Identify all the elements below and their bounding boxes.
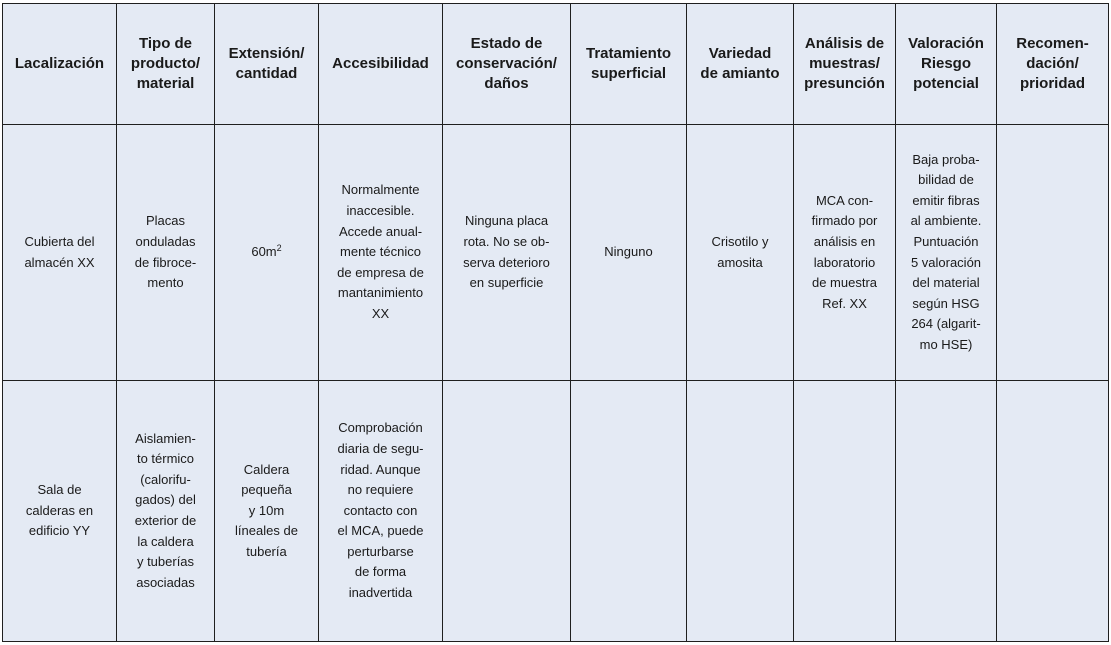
cell-location: Sala de calderas en edificio YY [3, 381, 117, 642]
header-extent: Extensión/ cantidad [215, 4, 319, 125]
asbestos-survey-table [2, 3, 1109, 642]
header-row [3, 4, 1109, 125]
cell-location: Cubierta del almacén XX [3, 125, 117, 381]
cell-recommendation [997, 381, 1109, 642]
cell-product: Aislamien- to térmico (calorifu- gados) del exterior de la caldera y tuberías asociadas [117, 381, 215, 642]
header-accessibility: Accesibilidad [319, 4, 443, 125]
header-risk: Valoración Riesgo potencial [896, 4, 997, 125]
cell-condition [443, 381, 571, 642]
cell-accessibility: Comprobación diaria de segu- ridad. Aunque no requiere contacto con el MCA, puede perturbarse de forma inadvertida [319, 381, 443, 642]
cell-analysis: MCA con- firmado por análisis en laboratorio de muestra Ref. XX [794, 125, 896, 381]
header-product: Tipo de producto/ material [117, 4, 215, 125]
header-asbestos-variety: Variedad de amianto [687, 4, 794, 125]
cell-accessibility: Normalmente inaccesible. Accede anual- mente técnico de empresa de mantanimiento XX [319, 125, 443, 381]
cell-extent: $60m^2$ [215, 125, 319, 381]
cell-recommendation [997, 125, 1109, 381]
header-location: Lacalización [3, 4, 117, 125]
header-condition: Estado de conservación/ daños [443, 4, 571, 125]
header-treatment: Tratamiento superficial [571, 4, 687, 125]
cell-product: Placas onduladas de fibroce- mento [117, 125, 215, 381]
cell-risk [896, 381, 997, 642]
table-row [3, 125, 1109, 381]
cell-analysis [794, 381, 896, 642]
cell-treatment: Ninguno [571, 125, 687, 381]
cell-treatment [571, 381, 687, 642]
table-row [3, 381, 1109, 642]
header-analysis: Análisis de muestras/ presunción [794, 4, 896, 125]
cell-risk: Baja proba- bilidad de emitir fibras al ambiente. Puntuación 5 valoración del material según HSG 264 (algarit- mo HSE) [896, 125, 997, 381]
cell-condition: Ninguna placa rota. No se ob- serva deterioro en superficie [443, 125, 571, 381]
header-recommendation: Recomen- dación/ prioridad [997, 4, 1109, 125]
cell-extent: Caldera pequeña y 10m líneales de tubería [215, 381, 319, 642]
cell-asbestos-variety [687, 381, 794, 642]
cell-asbestos-variety: Crisotilo y amosita [687, 125, 794, 381]
